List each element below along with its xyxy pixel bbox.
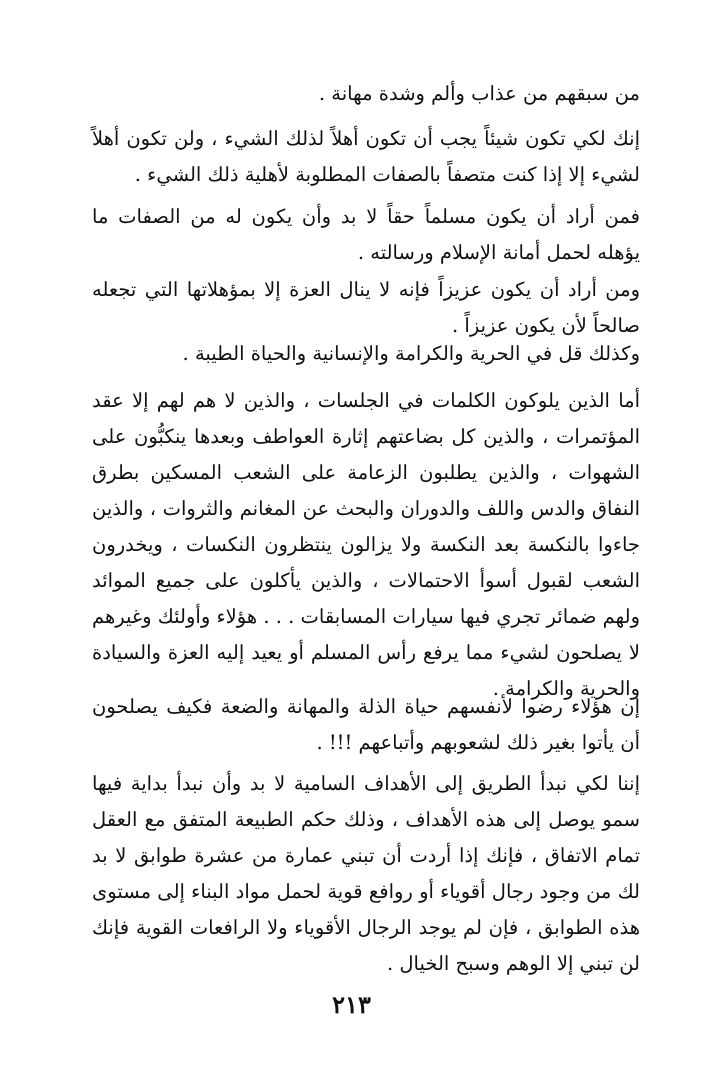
paragraph-continuation: من سبقهم من عذاب وألم وشدة مهانة .	[318, 82, 640, 105]
paragraph-freedom: وكذلك قل في الحرية والكرامة والإنسانية والحياة الطيبة .	[182, 342, 640, 365]
paragraph-building: إننا لكي نبدأ الطريق إلى الأهداف السامية لا بد وأن نبدأ بداية فيها سمو يوصل إلى هذه الأهداف ، وذلك حكم الطبيعة المتفق مع العقل تمام الاتفاق ، فإنك إذا أردت أن تبني عمارة من عشرة طوابق لا بد لك من وجود رجال أقوياء أو روافع قوية لحمل مواد البناء إلى مستوى هذه الطوابق ، فإن لم يوجد الرجال الأقوياء ولا الرافعات القوية فإنك لن تبني إلا الوهم وسبح الخيال .	[92, 772, 640, 975]
page-number: ٢١٣	[332, 990, 371, 1019]
paragraph-worthiness: إنك لكي تكون شيئاً يجب أن تكون أهلاً لذلك الشيء ، ولن تكون أهلاً لشيء إلا إذا كنت متصفاً بالصفات المطلوبة لأهلية ذلك الشيء .	[92, 127, 640, 186]
paragraph-humiliation: إن هؤلاء رضوا لأنفسهم حياة الذلة والمهانة والضعة فكيف يصلحون أن يأتوا بغير ذلك لشعوبهم وأتباعهم !!! .	[92, 695, 640, 754]
paragraph-muslim: فمن أراد أن يكون مسلماً حقاً لا بد وأن يكون له من الصفات ما يؤهله لحمل أمانة الإسلام ورسالته .	[92, 205, 640, 264]
paragraph-critique: أما الذين يلوكون الكلمات في الجلسات ، والذين لا هم لهم إلا عقد المؤتمرات ، والذين كل بضاعتهم إثارة العواطف وبعدها ينكبُّون على الشهوات ، والذين يطلبون الزعامة على الشعب المسكين بطرق النفاق والدس واللف والدوران والبحث عن المغانم والثروات ، والذين جاءوا بالنكسة بعد النكسة ولا يزالون ينتظرون النكسات ، ويخدرون الشعب لقبول أسوأ الاحتمالات ، والذين يأكلون على جميع الموائد ولهم ضمائر تجري فيها سيارات المسابقات . . . هؤلاء وأولئك وغيرهم لا يصلحون لشيء مما يرفع رأس المسلم أو يعيد إليه العزة والسيادة والحرية والكرامة .	[92, 389, 640, 700]
paragraph-dignity: ومن أراد أن يكون عزيزاً فإنه لا ينال العزة إلا بمؤهلاتها التي تجعله صالحاً لأن يكون عزيزاً .	[92, 278, 640, 337]
